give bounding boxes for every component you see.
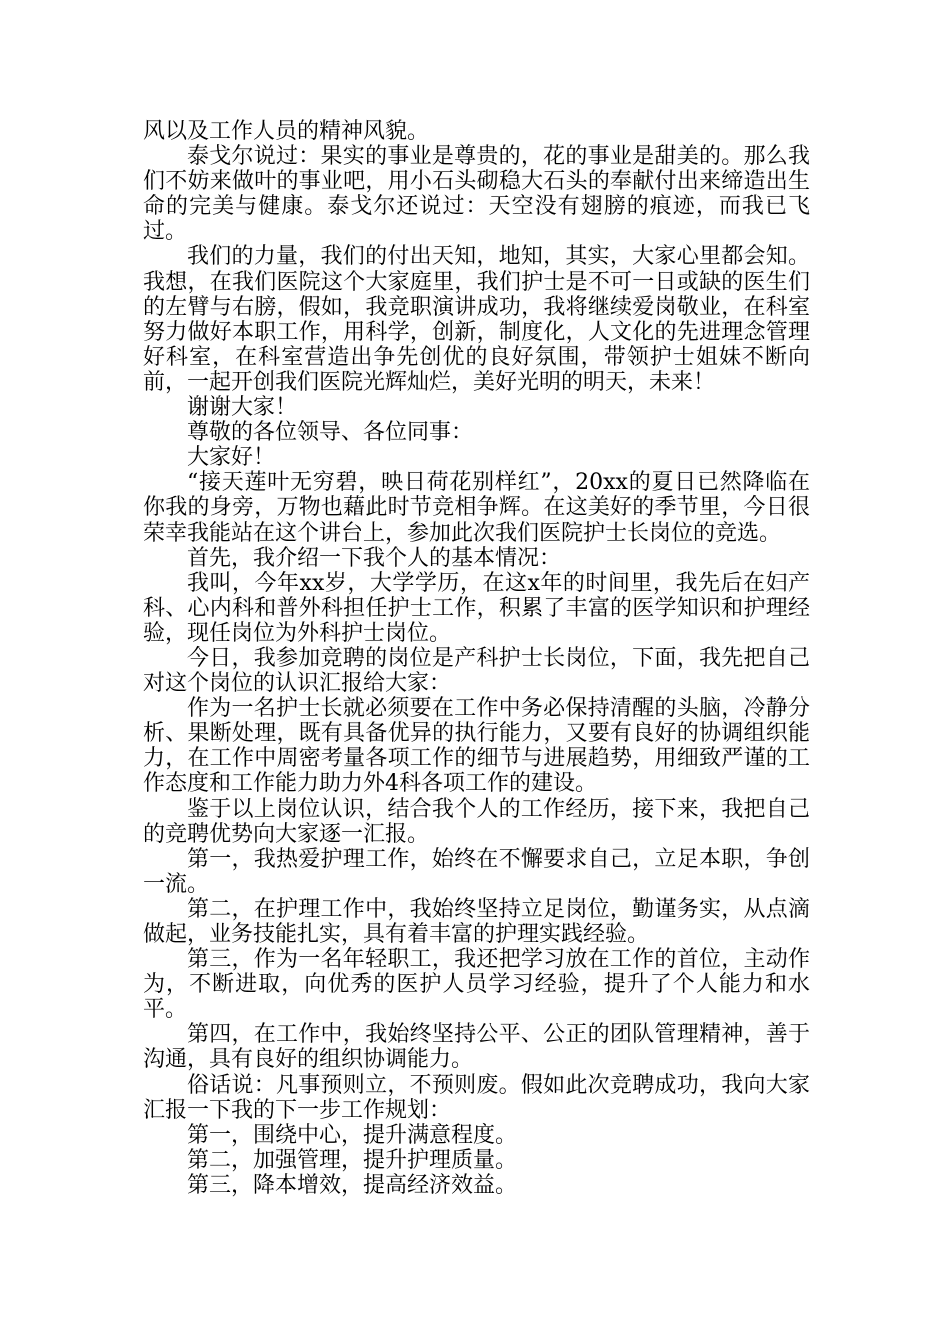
- paragraph: 第三，作为一名年轻职工，我还把学习放在工作的首位，主动作为，不断进取，向优秀的医护人员学习经验，提升了个人能力和水平。: [143, 947, 810, 1023]
- paragraph: 风以及工作人员的精神风貌。: [143, 119, 430, 144]
- list-item: 第一，围绕中心，提升满意程度。: [187, 1122, 518, 1148]
- list-item: 第二，加强管理，提升护理质量。: [187, 1147, 518, 1173]
- paragraph: 我们的力量，我们的付出天知，地知，其实，大家心里都会知。我想，在我们医院这个大家庭里，我们护士是不可一日或缺的医生们的左臂与右膀，假如，我竞职演讲成功，我将继续爱岗敬业，在科室努力做好本职工作，用科学，创新，制度化，人文化的先进理念管理好科室，在科室营造出争先创优的良好氛围，带领护士姐妹不断向前，一起开创我们医院光辉灿烂，美好光明的明天，未来！: [143, 244, 810, 395]
- paragraph: 泰戈尔说过：果实的事业是尊贵的，花的事业是甜美的。那么我们不妨来做叶的事业吧，用小石头砌稳大石头的奉献付出来缔造出生命的完美与健康。泰戈尔还说过：天空没有翅膀的痕迹，而我已飞过。: [143, 144, 810, 245]
- list-item: 第三，降本增效，提高经济效益。: [187, 1172, 518, 1198]
- paragraph: “接天莲叶无穷碧，映日荷花别样红”，20xx的夏日已然降临在你我的身旁，万物也藉此时节竞相争辉。在这美好的季节里，今日很荣幸我能站在这个讲台上，参加此次我们医院护士长岗位的竞选。: [143, 470, 810, 546]
- paragraph: 我叫，今年xx岁，大学学历，在这x年的时间里，我先后在妇产科、心内科和普外科担任护士工作，积累了丰富的医学知识和护理经验，现任岗位为外科护士岗位。: [143, 570, 810, 646]
- paragraph: 第二，在护理工作中，我始终坚持立足岗位，勤谨务实，从点滴做起，业务技能扎实，具有着丰富的护理实践经验。: [143, 896, 810, 947]
- paragraph: 今日，我参加竞聘的岗位是产科护士长岗位，下面，我先把自己对这个岗位的认识汇报给大家：: [143, 645, 810, 697]
- salutation: 尊敬的各位领导、各位同事：: [187, 420, 474, 446]
- greeting: 大家好！: [187, 445, 276, 471]
- paragraph: 首先，我介绍一下我个人的基本情况：: [187, 545, 562, 571]
- paragraph: 鉴于以上岗位认识，结合我个人的工作经历，接下来，我把自己的竞聘优势向大家逐一汇报。: [143, 796, 810, 847]
- paragraph: 谢谢大家！: [187, 395, 298, 421]
- paragraph: 作为一名护士长就必须要在工作中务必保持清醒的头脑，冷静分析、果断处理，既有具备优异的执行能力，又要有良好的协调组织能力，在工作中周密考量各项工作的细节与进展趋势，用细致严谨的工作态度和工作能力助力外4科各项工作的建设。: [143, 696, 810, 797]
- paragraph: 第一，我热爱护理工作，始终在不懈要求自己，立足本职，争创一流。: [143, 846, 810, 897]
- document-body: [143, 119, 810, 1198]
- paragraph: 第四，在工作中，我始终坚持公平、公正的团队管理精神，善于沟通，具有良好的组织协调能力。: [143, 1022, 810, 1073]
- paragraph: 俗话说：凡事预则立，不预则废。假如此次竞聘成功，我向大家汇报一下我的下一步工作规划：: [143, 1072, 810, 1123]
